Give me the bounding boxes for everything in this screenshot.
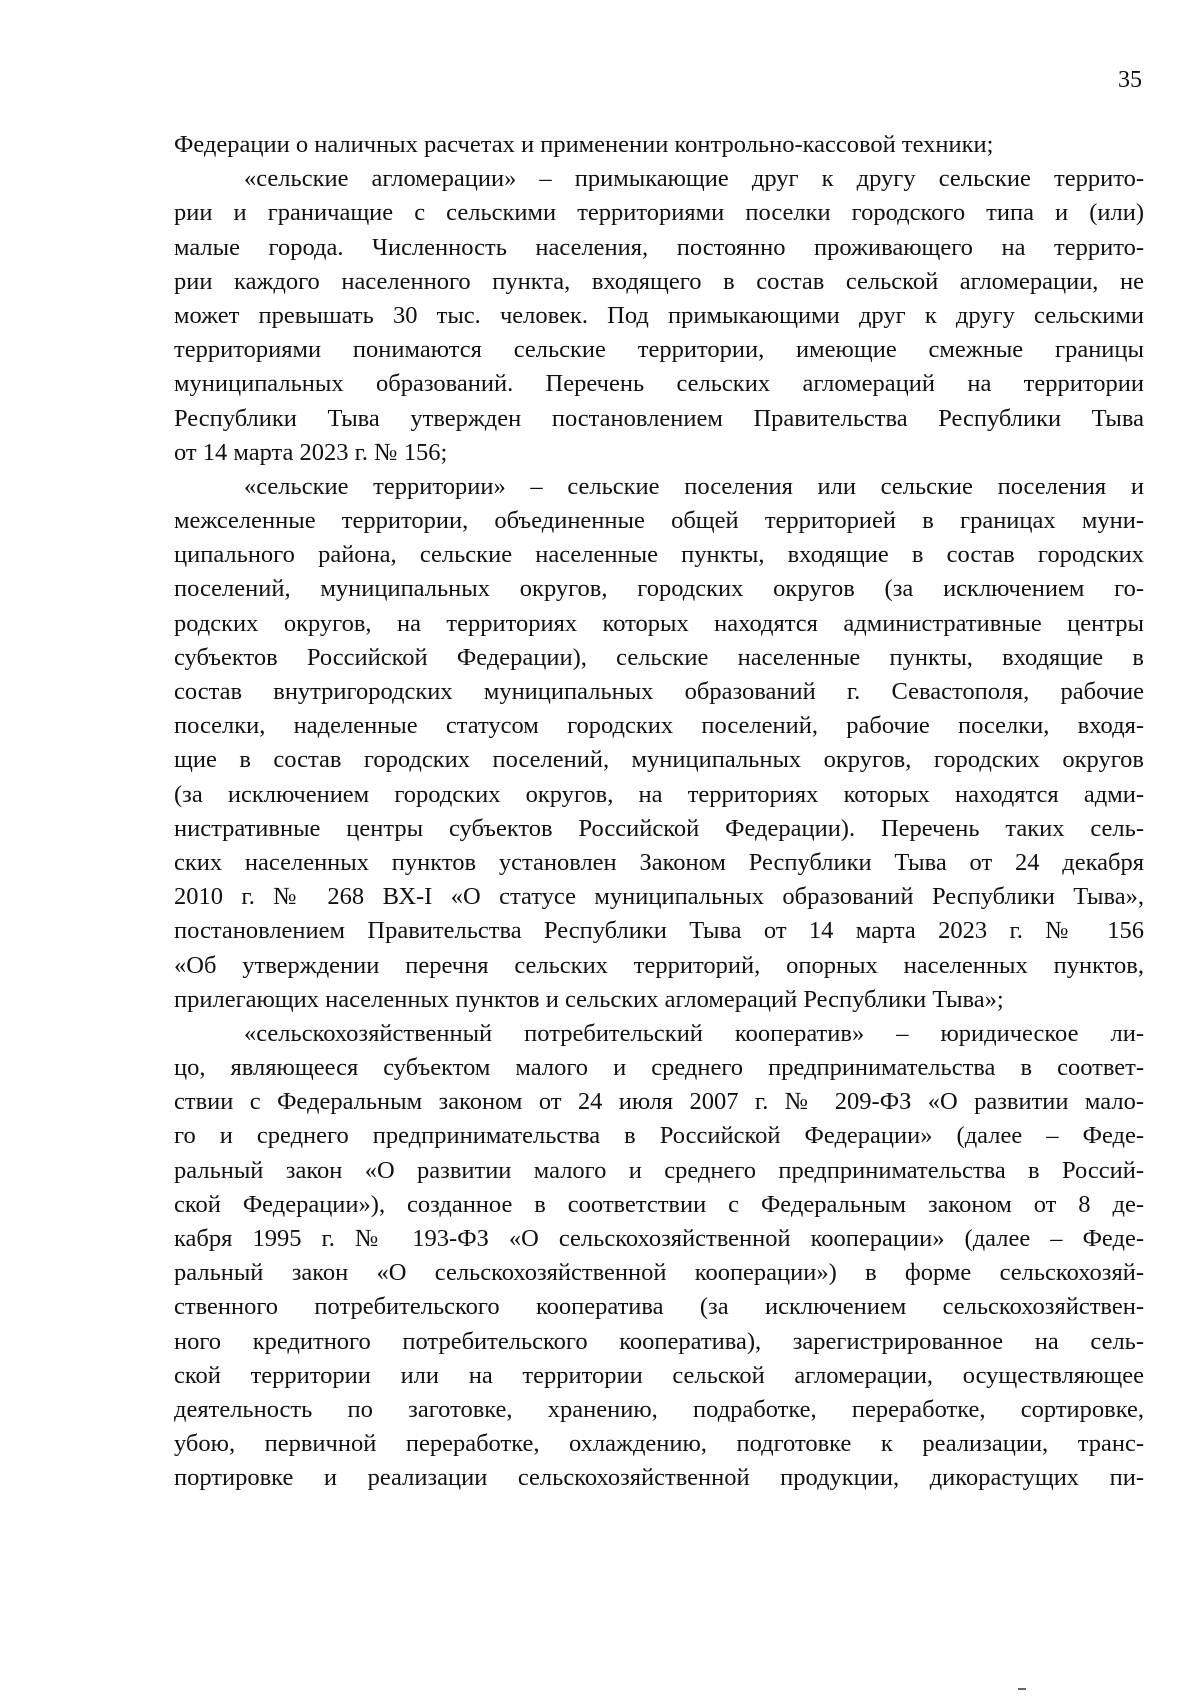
text-line: нистративные центры субъектов Российской Федерации). Перечень таких сель- [174, 814, 1144, 842]
document-body [174, 128, 1144, 1496]
text-line: (за исключением городских округов, на территориях которых находятся адми- [174, 780, 1144, 808]
text-line: портировке и реализации сельскохозяйственной продукции, дикорастущих пи- [174, 1464, 1144, 1492]
text-line: ской Федерации»), созданное в соответствии с Федеральным законом от 8 де- [174, 1190, 1144, 1218]
text-line: межселенные территории, объединенные общей территорией в границах муни- [174, 507, 1144, 535]
text-line: рии и граничащие с сельскими территориями поселки городского типа и (или) [174, 199, 1144, 227]
text-line: ской территории или на территории сельской агломерации, осуществляющее [174, 1361, 1144, 1389]
text-line: «Об утверждении перечня сельских территорий, опорных населенных пунктов, [174, 951, 1144, 979]
text-line: поселений, муниципальных округов, городских округов (за исключением го- [174, 575, 1144, 603]
text-line: ральный закон «О сельскохозяйственной кооперации») в форме сельскохозяй- [174, 1259, 1144, 1287]
text-line: прилегающих населенных пунктов и сельских агломераций Республики Тыва»; [174, 985, 1004, 1013]
text-line: территориями понимаются сельские территории, имеющие смежные границы [174, 336, 1144, 364]
text-line: «сельские агломерации» – примыкающие друг к другу сельские террито- [244, 165, 1144, 193]
text-line: 2010 г. № 268 ВХ-I «О статусе муниципальных образований Республики Тыва», [174, 883, 1144, 911]
text-line: ципального района, сельские населенные пункты, входящие в состав городских [174, 541, 1144, 569]
text-line: поселки, наделенные статусом городских поселений, рабочие поселки, входя- [174, 712, 1144, 740]
text-line: муниципальных образований. Перечень сельских агломераций на территории [174, 370, 1144, 398]
scan-mark [1018, 1688, 1026, 1690]
text-line: ских населенных пунктов установлен Законом Республики Тыва от 24 декабря [174, 848, 1144, 876]
text-line: деятельность по заготовке, хранению, подработке, переработке, сортировке, [174, 1395, 1144, 1423]
text-line: субъектов Российской Федерации), сельские населенные пункты, входящие в [174, 643, 1144, 671]
text-line: от 14 марта 2023 г. № 156; [174, 438, 448, 466]
text-line: «сельскохозяйственный потребительский кооператив» – юридическое ли- [244, 1019, 1144, 1047]
text-line: ральный закон «О развитии малого и среднего предпринимательства в Россий- [174, 1156, 1144, 1184]
text-line: рии каждого населенного пункта, входящего в состав сельской агломерации, не [174, 267, 1144, 295]
text-line: цо, являющееся субъектом малого и среднего предпринимательства в соответ- [174, 1054, 1144, 1082]
page-number: 35 [1118, 67, 1142, 93]
text-line: родских округов, на территориях которых находятся административные центры [174, 609, 1144, 637]
text-line: кабря 1995 г. № 193-ФЗ «О сельскохозяйственной кооперации» (далее – Феде- [174, 1225, 1144, 1252]
text-line: Федерации о наличных расчетах и применении контрольно-кассовой техники; [174, 131, 994, 158]
text-line: ственного потребительского кооператива (за исключением сельскохозяйствен- [174, 1293, 1144, 1321]
text-line: Республики Тыва утвержден постановлением Правительства Республики Тыва [174, 404, 1144, 432]
text-line: «сельские территории» – сельские поселения или сельские поселения и [244, 472, 1144, 500]
text-line: постановлением Правительства Республики Тыва от 14 марта 2023 г. № 156 [174, 917, 1144, 945]
text-line: убою, первичной переработке, охлаждению, подготовке к реализации, транс- [174, 1430, 1144, 1458]
text-line: состав внутригородских муниципальных образований г. Севастополя, рабочие [174, 678, 1144, 705]
text-line: малые города. Численность населения, постоянно проживающего на террито- [174, 233, 1144, 261]
text-line: ного кредитного потребительского кооператива), зарегистрированное на сель- [174, 1327, 1144, 1355]
text-line: может превышать 30 тыс. человек. Под примыкающими друг к другу сельскими [174, 301, 1144, 329]
text-line: щие в состав городских поселений, муниципальных округов, городских округов [174, 746, 1144, 774]
text-line: ствии с Федеральным законом от 24 июля 2007 г. № 209-ФЗ «О развитии мало- [174, 1088, 1144, 1116]
text-line: го и среднего предпринимательства в Российской Федерации» (далее – Феде- [174, 1122, 1144, 1150]
